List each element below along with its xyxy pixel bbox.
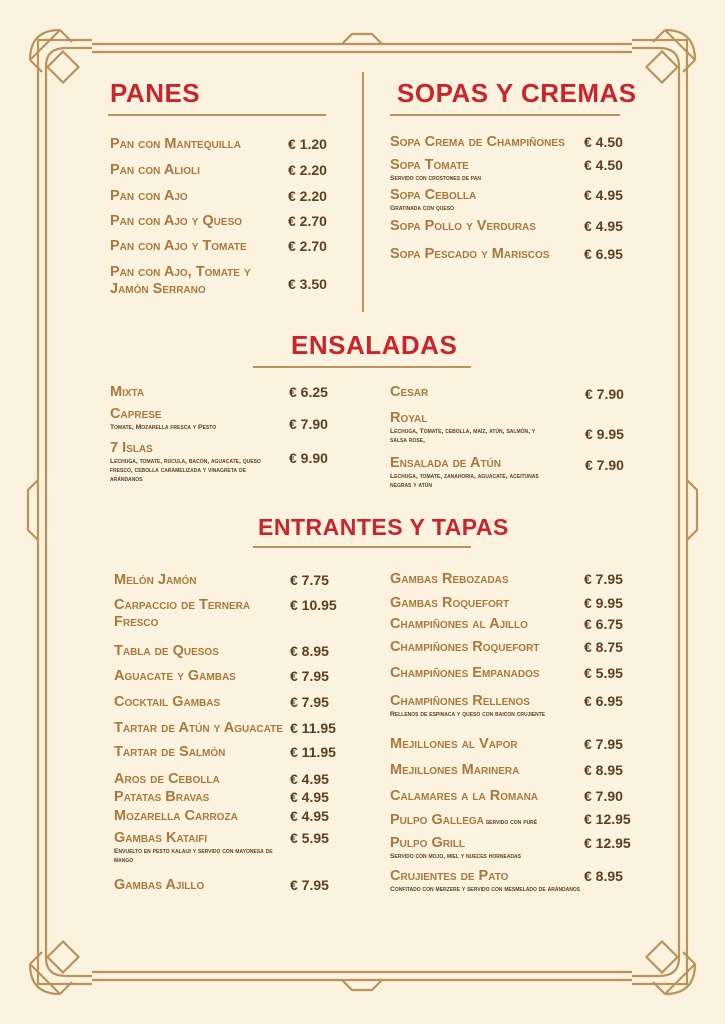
entrantes-rule [253, 546, 471, 548]
menu-item [110, 213, 285, 230]
menu-item-name: Aguacate y Gambas [114, 668, 236, 684]
menu-item-price: € 4.95 [290, 789, 329, 805]
menu-item-name: Gambas Rebozadas [390, 571, 509, 587]
menu-item-price: € 8.75 [584, 639, 623, 655]
entrantes-heading: ENTRANTES Y TAPAS [258, 514, 509, 540]
menu-item-name: Royal [390, 410, 428, 426]
menu-item-price: € 1.20 [288, 136, 327, 152]
menu-item-price: € 4.95 [584, 218, 623, 234]
menu-item-price: € 5.95 [290, 830, 329, 846]
menu-item-description: Gratinada con queso [390, 205, 454, 212]
menu-item-name: Gambas Kataifi [114, 830, 208, 846]
menu-item [390, 218, 585, 235]
menu-item-price: € 7.75 [290, 572, 329, 588]
menu-item-price: € 2.70 [288, 238, 327, 254]
menu-item-price: € 2.20 [288, 188, 327, 204]
menu-item-name: Tartar de Salmón [114, 744, 226, 760]
menu-item [390, 762, 590, 779]
menu-item-name: Carpaccio de Ternera Fresco [114, 597, 251, 630]
menu-item-name: Pan con Ajo y Queso [110, 213, 243, 229]
menu-item-description: Lechuga, Tomate, cebolla, maíz, atún, salmón, y salsa rose, [390, 428, 536, 444]
menu-item-price: € 12.95 [584, 835, 631, 851]
menu-item [114, 643, 284, 660]
menu-item [390, 616, 590, 633]
menu-item-price: € 8.95 [290, 643, 329, 659]
menu-item [114, 789, 284, 806]
menu-item [110, 384, 290, 401]
menu-item-description: Rellenos de espinaca y queso con baicon crujiente [390, 711, 546, 718]
menu-item-price: € 6.75 [584, 616, 623, 632]
menu-item-name: Sopa Crema de Champiñones [390, 134, 565, 150]
menu-item [114, 771, 284, 788]
menu-item-name: Cocktail Gambas [114, 694, 221, 710]
menu-item [390, 868, 590, 894]
menu-item-name: Champiñones Empanados [390, 665, 540, 681]
menu-item [390, 455, 580, 490]
menu-item [110, 264, 285, 298]
menu-item-price: € 7.95 [584, 736, 623, 752]
menu-item-name: Calamares a la Romana [390, 788, 539, 804]
menu-item-name: Gambas Ajillo [114, 877, 205, 893]
menu-item-price: € 7.95 [290, 877, 329, 893]
menu-item-name: Sopa Cebolla [390, 187, 477, 203]
menu-item-name: Pulpo Grill [390, 835, 465, 851]
menu-item-name: Pulpo Gallega [390, 812, 484, 828]
menu-item-name: Gambas Roquefort [390, 595, 510, 611]
menu-item-name: Mejillones al Vapor [390, 736, 518, 752]
menu-item [390, 835, 590, 861]
menu-item [390, 736, 590, 753]
menu-item-price: € 5.95 [584, 665, 623, 681]
menu-item-price: € 11.95 [290, 744, 336, 760]
menu-item-price: € 8.95 [584, 762, 623, 778]
menu-item [114, 572, 284, 589]
menu-item-price: € 2.20 [288, 162, 327, 178]
menu-item [110, 162, 285, 179]
menu-item-price: € 11.95 [290, 720, 336, 736]
menu-item-price: € 4.95 [584, 187, 623, 203]
menu-item-name: 7 Islas [110, 440, 153, 456]
menu-item-price: € 6.95 [584, 246, 623, 262]
menu-item-description: Lechuga, tomate, rucula, bacon, aguacate, queso fresco, cebolla caramelizada y vinagreta de arándanos [110, 458, 261, 483]
column-divider [362, 72, 364, 312]
menu-item-name: Melón Jamón [114, 572, 197, 588]
menu-item [114, 808, 284, 825]
menu-item-name: Sopa Pollo y Verduras [390, 218, 536, 234]
menu-item-price: € 2.70 [288, 213, 327, 229]
menu-item [110, 136, 285, 153]
menu-item-description: Tomate, Mozarella fresca y Pesto [110, 424, 217, 431]
menu-item-name: Champiñones Rellenos [390, 693, 530, 709]
menu-item [114, 744, 284, 761]
menu-item-name: Ensalada de Atún [390, 455, 501, 471]
menu-item-name: Crujientes de Pato [390, 868, 509, 884]
menu-item-name: Mixta [110, 384, 145, 400]
menu-item-description: Confitado con merzere y servido con mesmelado de arándanos [390, 886, 581, 893]
menu-item-price: € 7.95 [290, 694, 329, 710]
menu-item-name: Patatas Bravas [114, 789, 210, 805]
menu-item-description: Servido con mojo, miel y nueces horneadas [390, 853, 522, 860]
menu-item-price: € 7.90 [289, 416, 328, 432]
menu-item [390, 665, 590, 682]
menu-item-price: € 9.90 [289, 450, 328, 466]
menu-item-description: Lechuga, tomate, zanahoria, aguacate, aceitunas negras y atún [390, 473, 539, 489]
menu-item-name: Pan con Alioli [110, 162, 200, 178]
menu-item [114, 597, 284, 631]
menu-item-name: Caprese [110, 406, 162, 422]
menu-item [114, 830, 284, 865]
menu-item-name: Champiñones Roquefort [390, 639, 540, 655]
menu-item-price: € 7.95 [290, 668, 329, 684]
menu-item [390, 157, 585, 183]
menu-item [110, 406, 290, 432]
menu-item [390, 384, 580, 401]
menu-item-price: € 3.50 [288, 276, 327, 292]
menu-item-name: Aros de Cebolla [114, 771, 220, 787]
menu-item-price: € 7.90 [585, 386, 624, 402]
menu-item [390, 693, 590, 719]
menu-item-price: € 12.95 [584, 811, 631, 827]
ensaladas-rule [253, 366, 471, 368]
panes-heading: PANES [110, 78, 201, 108]
menu-item [114, 668, 284, 685]
menu-item-description: Envuelto en pesto kalaiji y servido con mayonesa de mango [114, 848, 273, 864]
menu-item [390, 788, 590, 805]
menu-item-name: Pan con Ajo [110, 188, 188, 204]
menu-item-price: € 8.95 [584, 868, 623, 884]
menu-item [390, 410, 580, 445]
menu-item [114, 694, 284, 711]
menu-item-name: Champiñones al Ajillo [390, 616, 528, 632]
menu-item [390, 811, 590, 829]
menu-item-name: Mejillones Marinera [390, 762, 520, 778]
menu-item-price: € 4.95 [290, 808, 329, 824]
ensaladas-heading: ENSALADAS [291, 330, 458, 360]
menu-item-name: Pan con Ajo, Tomate y Jamón Serrano [110, 264, 251, 297]
menu-item-price: € 7.95 [584, 571, 623, 587]
menu-item-name: Sopa Tomate [390, 157, 469, 173]
menu-item-description: Servido con crostones de pan [390, 175, 481, 182]
menu-item-name: Tabla de Quesos [114, 643, 219, 659]
sopas-heading: SOPAS Y CREMAS [397, 78, 637, 108]
menu-item [110, 188, 285, 205]
menu-item-name: Mozarella Carroza [114, 808, 238, 824]
menu-item-price: € 6.25 [289, 384, 328, 400]
menu-item-name: Cesar [390, 384, 429, 400]
menu-item [114, 877, 284, 894]
menu-item-name: Pan con Mantequilla [110, 136, 241, 152]
menu-item [114, 720, 284, 737]
menu-item [110, 238, 285, 255]
menu-item-price: € 9.95 [585, 426, 624, 442]
menu-item [390, 187, 585, 213]
menu-item [390, 246, 585, 263]
menu-item-price: € 7.90 [584, 788, 623, 804]
panes-rule [108, 114, 326, 116]
menu-item-price: € 9.95 [584, 595, 623, 611]
menu-item [390, 639, 590, 656]
menu-item-name: Tartar de Atún y Aguacate [114, 720, 283, 736]
menu-item [110, 440, 290, 484]
menu-item-price: € 7.90 [585, 457, 624, 473]
menu-item-price: € 4.50 [584, 134, 623, 150]
menu-item [390, 134, 585, 151]
sopas-rule [390, 114, 620, 116]
menu-item-note: servido con puré [483, 819, 538, 826]
menu-item-name: Pan con Ajo y Tomate [110, 238, 247, 254]
menu-item-price: € 6.95 [584, 693, 623, 709]
menu-item-price: € 10.95 [290, 597, 337, 613]
menu-item-name: Sopa Pescado y Mariscos [390, 246, 550, 262]
menu-item-price: € 4.95 [290, 771, 329, 787]
menu-item [390, 571, 590, 588]
menu-item-price: € 4.50 [584, 157, 623, 173]
menu-item [390, 595, 590, 612]
